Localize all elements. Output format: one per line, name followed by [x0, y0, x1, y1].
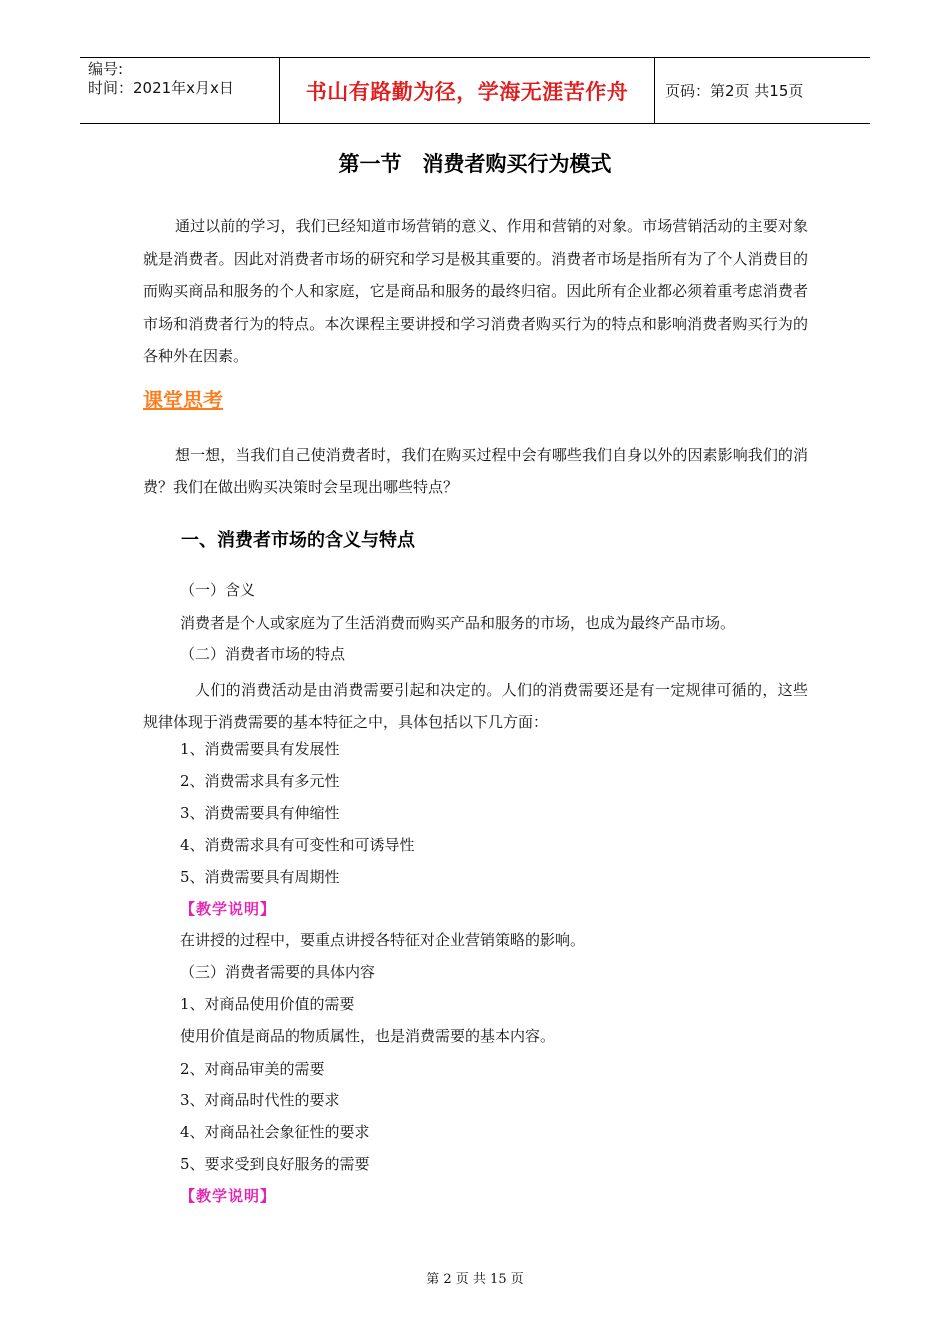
list-item: 4、对商品社会象征性的要求 [180, 1123, 370, 1141]
list-item: 2、消费需求具有多元性 [180, 772, 340, 790]
list-item: 5、消费需要具有周期性 [180, 868, 340, 886]
list-item: 使用价值是商品的物质属性，也是消费需要的基本内容。 [180, 1027, 556, 1045]
list-item: 3、消费需要具有伸缩性 [180, 804, 340, 822]
list-item: 4、消费需求具有可变性和可诱导性 [180, 836, 415, 854]
header-meta-cell [80, 58, 280, 123]
features-paragraph: 人们的消费活动是由消费需要引起和决定的。人们的消费需要还是有一定规律可循的，这些规律体现于消费需要的基本特征之中，具体包括以下几方面： [143, 681, 808, 731]
list-item: 1、消费需要具有发展性 [180, 740, 340, 758]
header-motto: 书山有路勤为径，学海无涯苦作舟 [280, 58, 655, 123]
teaching-note-label: 【教学说明】 [180, 900, 277, 918]
subheading-needs: （三）消费者需要的具体内容 [180, 963, 376, 981]
think-paragraph: 想一想，当我们自己使消费者时，我们在购买过程中会有哪些我们自身以外的因素影响我们的消费？我们在做出购买决策时会呈现出哪些特点？ [143, 446, 808, 496]
page-title: 第一节 消费者购买行为模式 [338, 152, 612, 176]
meaning-text: 消费者是个人或家庭为了生活消费而购买产品和服务的市场，也成为最终产品市场。 [180, 614, 736, 632]
section-heading: 一、消费者市场的含义与特点 [181, 530, 415, 551]
list-item: 1、对商品使用价值的需要 [180, 995, 355, 1013]
time-label: 时间：2021年x月x日 [88, 79, 234, 97]
subheading-meaning: （一）含义 [180, 581, 256, 599]
subheading-features: （二）消费者市场的特点 [180, 645, 346, 663]
header-page-info: 页码：第2页 共15页 [665, 82, 804, 100]
think-heading: 课堂思考 [143, 388, 223, 412]
list-item: 3、对商品时代性的要求 [180, 1091, 340, 1109]
number-label: 编号: [88, 60, 124, 78]
document-header [80, 57, 870, 124]
teaching-note-label: 【教学说明】 [180, 1187, 277, 1205]
page-footer: 第 2 页 共 15 页 [426, 1272, 524, 1287]
list-item: 2、对商品审美的需要 [180, 1060, 325, 1078]
teaching-note-text: 在讲授的过程中，要重点讲授各特征对企业营销策略的影响。 [180, 931, 586, 949]
intro-paragraph: 通过以前的学习，我们已经知道市场营销的意义、作用和营销的对象。市场营销活动的主要对象就是消费者。因此对消费者市场的研究和学习是极其重要的。消费者市场是指所有为了个人消费目的而购买商品和服务的个人和家庭，它是商品和服务的最终归宿。因此所有企业都必须着重考虑消费者市场和消费者行为的特点。本次课程主要讲授和学习消费者购买行为的特点和影响消费者购买行为的各种外在因素。 [143, 217, 808, 365]
list-item: 5、要求受到良好服务的需要 [180, 1155, 370, 1173]
